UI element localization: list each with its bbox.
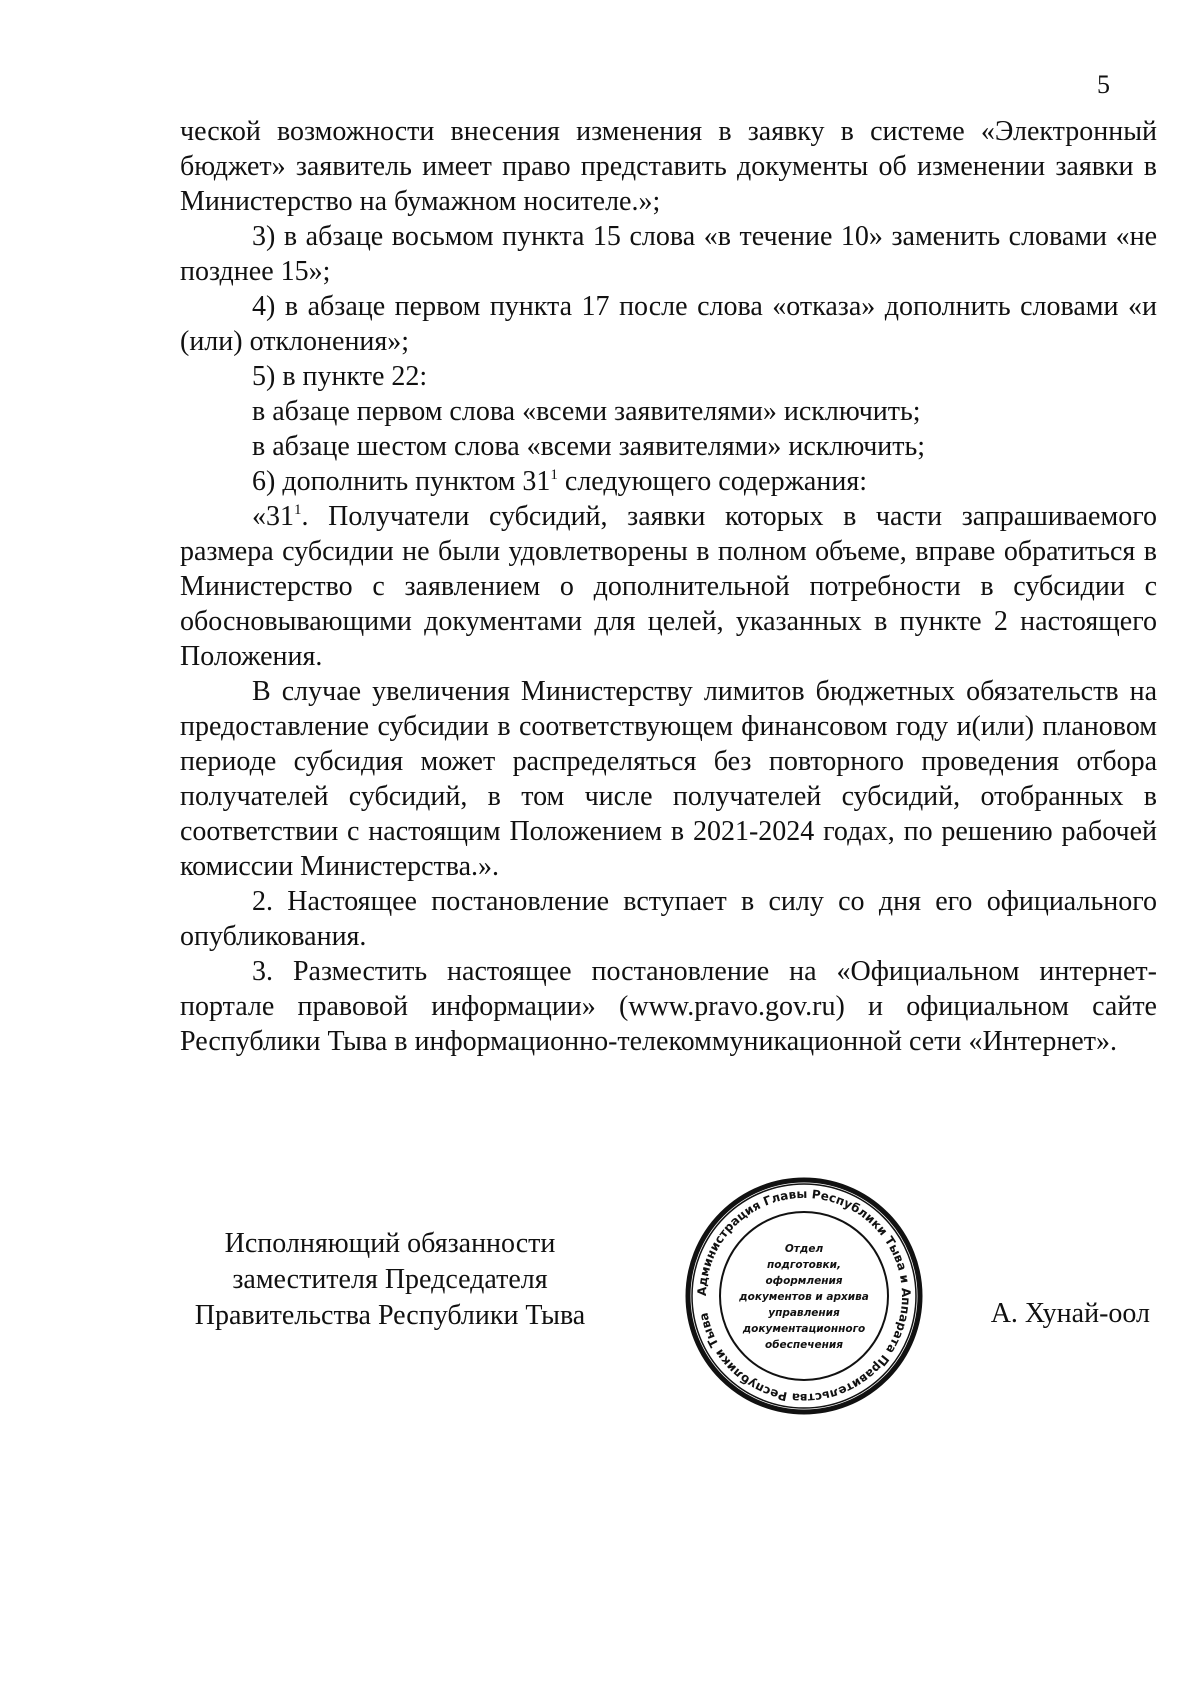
page-number: 5 bbox=[1097, 70, 1110, 99]
signer-name: А. Хунай-оол bbox=[990, 1298, 1150, 1329]
paragraph-item-5: 5) в пункте 22: bbox=[252, 361, 428, 392]
seal-line-3: оформления bbox=[765, 1275, 843, 1287]
seal-outer-text: Администрация Главы Республики Тыва и Аппарата Правительства Республики Тыва bbox=[694, 1186, 914, 1406]
seal-line-1: Отдел bbox=[784, 1243, 824, 1255]
signature-line-3: Правительства Республики Тыва bbox=[194, 1300, 586, 1331]
paragraph-effective: 2. Настоящее постановление вступает в силу со дня его официального опубликования. bbox=[180, 886, 1157, 952]
signature-line-2: заместителя Председателя bbox=[232, 1264, 548, 1295]
signature-line-1: Исполняющий обязанности bbox=[224, 1228, 556, 1259]
seal-line-6: документационного bbox=[742, 1323, 866, 1335]
paragraph-item-3: 3) в абзаце восьмом пункта 15 слова «в течение 10» заменить словами «не позднее 15»; bbox=[180, 221, 1157, 287]
paragraph-limits: В случае увеличения Министерству лимитов бюджетных обязательств на предоставление субсидии в соответствующем финансовом году и(или) плановом периоде субсидия может распределяться без повторного проведения отбора получателей субсидий, в том числе получателей субсидий, отобранных в соответствии с настоящим Положением в 2021-2024 годах, по решению рабочей комиссии Министерства.». bbox=[180, 676, 1157, 882]
seal-line-4: документов и архива bbox=[739, 1291, 869, 1303]
clause-superscript: 1 bbox=[294, 502, 302, 518]
clause-number: «31 bbox=[252, 501, 294, 532]
paragraph-item-6 bbox=[180, 464, 1157, 499]
signature-title bbox=[180, 1226, 600, 1334]
paragraph-item-5-sixth: в абзаце шестом слова «всеми заявителями» исключить; bbox=[252, 431, 926, 462]
item-6-text: 6) дополнить пунктом 31 bbox=[252, 466, 551, 497]
paragraph-new-clause bbox=[180, 499, 1157, 674]
paragraph-item-4: 4) в абзаце первом пункта 17 после слова «отказа» дополнить словами «и (или) отклонения»; bbox=[180, 291, 1157, 357]
paragraph-continuation: ческой возможности внесения изменения в заявку в системе «Электронный бюджет» заявитель имеет право представить документы об изменении заявки в Министерство на бумажном носителе.»; bbox=[180, 116, 1157, 217]
clause-text: . Получатели субсидий, заявки которых в части запрашиваемого размера субсидии не были удовлетворены в полном объеме, вправе обратиться в Министерство с заявлением о дополнительной потребности в субсидии с обосновывающими документами для целей, указанных в пункте 2 настоящего Положения. bbox=[180, 501, 1157, 672]
seal-line-5: управления bbox=[768, 1307, 840, 1319]
seal-line-2: подготовки, bbox=[766, 1259, 842, 1271]
item-6-text-end: следующего содержания: bbox=[557, 466, 867, 497]
paragraph-publish: 3. Разместить настоящее постановление на «Официальном интернет-портале правовой информации» (www.pravo.gov.ru) и официальном сайте Республики Тыва в информационно-телекоммуникационной сети «Интернет». bbox=[180, 956, 1157, 1057]
official-seal bbox=[684, 1176, 924, 1416]
paragraph-item-5-first: в абзаце первом слова «всеми заявителями» исключить; bbox=[252, 396, 921, 427]
item-6-superscript: 1 bbox=[550, 467, 558, 483]
seal-line-7: обеспечения bbox=[765, 1339, 843, 1351]
document-body bbox=[180, 114, 1157, 1059]
